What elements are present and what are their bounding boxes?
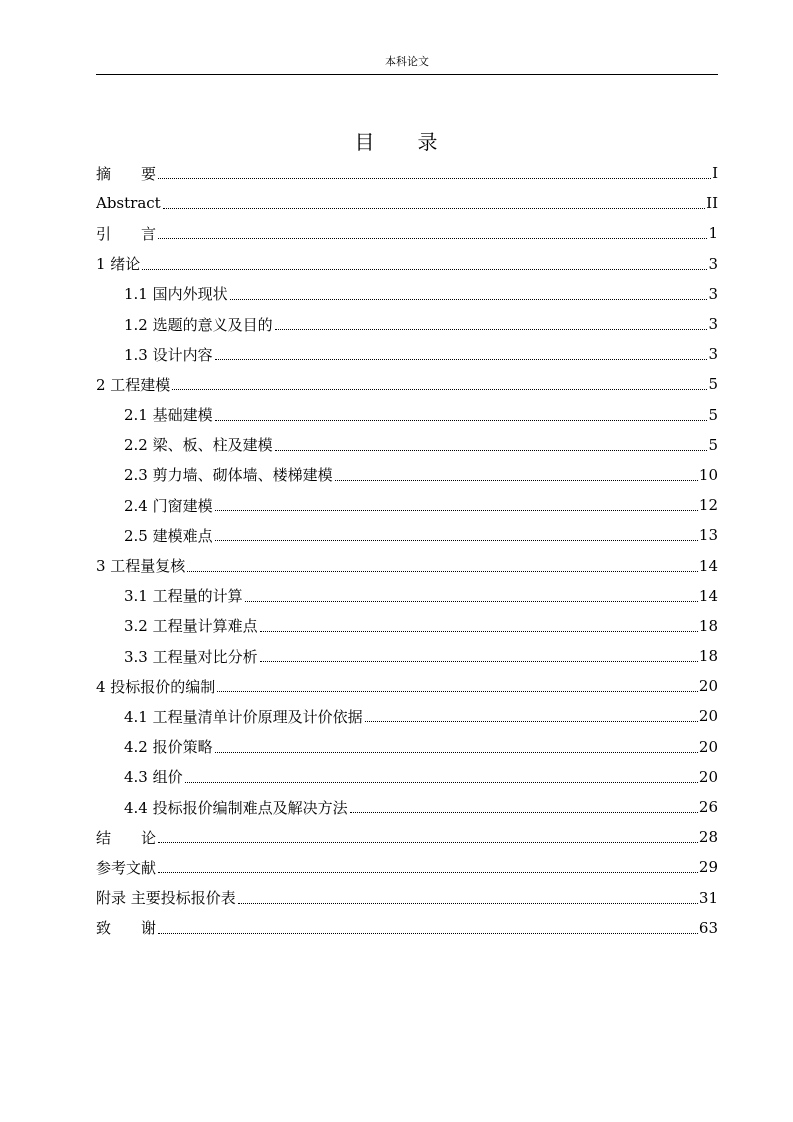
page-header: 本科论文: [96, 52, 718, 75]
dot-leader: [335, 479, 698, 481]
toc-entry-page: 12: [698, 496, 718, 515]
toc-entry-page: 18: [698, 616, 718, 635]
toc-entry-page: 26: [698, 798, 718, 817]
toc-entry[interactable]: [96, 158, 718, 188]
toc-entry-label: 1.2 选题的意义及目的: [124, 315, 273, 334]
dot-leader: [187, 570, 698, 572]
toc-entry[interactable]: [96, 249, 718, 279]
toc-entry-page: I: [712, 164, 718, 183]
toc-entry[interactable]: [96, 792, 718, 822]
toc-entry[interactable]: [96, 400, 718, 430]
toc-entry-label: 致 谢: [96, 919, 157, 938]
dot-leader: [158, 932, 698, 934]
toc-entry[interactable]: [96, 641, 718, 671]
toc-entry-label: 3.3 工程量对比分析: [124, 647, 258, 666]
toc-entry-label: 2.5 建模难点: [124, 526, 213, 545]
dot-leader: [230, 298, 708, 300]
dot-leader: [142, 268, 707, 270]
dot-leader: [245, 600, 698, 602]
toc-entry[interactable]: [96, 188, 718, 218]
dot-leader: [215, 751, 698, 753]
toc-entry[interactable]: [96, 852, 718, 882]
toc-entry[interactable]: [96, 581, 718, 611]
toc-entry-label: 4.3 组价: [124, 768, 183, 787]
toc-title: 目 录: [354, 130, 439, 154]
toc-entry-page: 18: [698, 647, 718, 666]
dot-leader: [158, 177, 711, 179]
dot-leader: [365, 720, 698, 722]
toc-entry-label: 摘 要: [96, 164, 157, 183]
toc-entry-page: 3: [708, 315, 718, 334]
table-of-contents: [96, 158, 718, 943]
toc-entry[interactable]: [96, 279, 718, 309]
toc-entry[interactable]: [96, 883, 718, 913]
toc-entry-label: 4.2 报价策略: [124, 738, 213, 757]
dot-leader: [215, 509, 698, 511]
toc-entry-page: 10: [698, 465, 718, 484]
toc-entry-label: 结 论: [96, 828, 157, 847]
dot-leader: [275, 328, 708, 330]
dot-leader: [238, 902, 698, 904]
toc-entry-page: 28: [698, 828, 718, 847]
dot-leader: [275, 449, 708, 451]
dot-leader: [172, 388, 707, 390]
dot-leader: [158, 237, 707, 239]
toc-entry-page: 5: [708, 405, 718, 424]
dot-leader: [158, 841, 698, 843]
toc-entry-label: Abstract: [96, 194, 161, 213]
toc-entry-page: 20: [698, 677, 718, 696]
toc-entry[interactable]: [96, 339, 718, 369]
toc-entry-label: 4.1 工程量清单计价原理及计价依据: [124, 707, 363, 726]
toc-entry-page: 63: [698, 918, 718, 937]
dot-leader: [350, 811, 698, 813]
toc-entry[interactable]: [96, 460, 718, 490]
toc-entry-label: 3.1 工程量的计算: [124, 587, 243, 606]
toc-entry-page: 5: [708, 375, 718, 394]
toc-entry[interactable]: [96, 701, 718, 731]
toc-entry[interactable]: [96, 520, 718, 550]
toc-entry-page: 20: [698, 767, 718, 786]
toc-entry[interactable]: [96, 309, 718, 339]
toc-entry-page: II: [706, 194, 718, 213]
dot-leader: [260, 660, 698, 662]
toc-entry-page: 14: [698, 556, 718, 575]
toc-entry-page: 5: [708, 435, 718, 454]
toc-entry-label: 参考文献: [96, 858, 157, 877]
dot-leader: [163, 207, 705, 209]
toc-entry[interactable]: [96, 611, 718, 641]
toc-entry-page: 20: [698, 707, 718, 726]
toc-entry-page: 29: [698, 858, 718, 877]
toc-entry-label: 4 投标报价的编制: [96, 677, 216, 696]
toc-entry[interactable]: [96, 671, 718, 701]
toc-entry-label: 1.3 设计内容: [124, 345, 213, 364]
toc-entry-page: 1: [708, 224, 718, 243]
toc-entry[interactable]: [96, 913, 718, 943]
toc-entry-label: 2.1 基础建模: [124, 406, 213, 425]
toc-entry[interactable]: [96, 218, 718, 248]
toc-entry[interactable]: [96, 822, 718, 852]
dot-leader: [215, 539, 698, 541]
toc-entry[interactable]: [96, 762, 718, 792]
dot-leader: [260, 630, 698, 632]
toc-entry[interactable]: [96, 369, 718, 399]
toc-entry-label: 1.1 国内外现状: [124, 285, 228, 304]
toc-entry-page: 13: [698, 526, 718, 545]
dot-leader: [215, 358, 708, 360]
toc-entry-label: 2.3 剪力墙、砌体墙、楼梯建模: [124, 466, 333, 485]
toc-entry-label: 附录 主要投标报价表: [96, 889, 236, 908]
dot-leader: [215, 419, 708, 421]
dot-leader: [158, 871, 698, 873]
toc-entry-label: 3.2 工程量计算难点: [124, 617, 258, 636]
toc-entry-page: 31: [698, 888, 718, 907]
toc-entry[interactable]: [96, 732, 718, 762]
toc-entry-page: 3: [708, 254, 718, 273]
toc-entry-label: 2.4 门窗建模: [124, 496, 213, 515]
toc-entry-page: 3: [708, 284, 718, 303]
dot-leader: [185, 781, 698, 783]
toc-entry[interactable]: [96, 430, 718, 460]
toc-entry-page: 3: [708, 345, 718, 364]
toc-entry-label: 引 言: [96, 224, 157, 243]
toc-entry-label: 2.2 梁、板、柱及建模: [124, 436, 273, 455]
toc-entry-label: 3 工程量复核: [96, 557, 186, 576]
toc-entry[interactable]: [96, 490, 718, 520]
toc-entry-page: 14: [698, 586, 718, 605]
toc-entry-label: 2 工程建模: [96, 375, 171, 394]
dot-leader: [217, 690, 698, 692]
toc-entry[interactable]: [96, 550, 718, 580]
toc-entry-page: 20: [698, 737, 718, 756]
toc-entry-label: 1 绪论: [96, 255, 141, 274]
toc-entry-label: 4.4 投标报价编制难点及解决方法: [124, 798, 348, 817]
